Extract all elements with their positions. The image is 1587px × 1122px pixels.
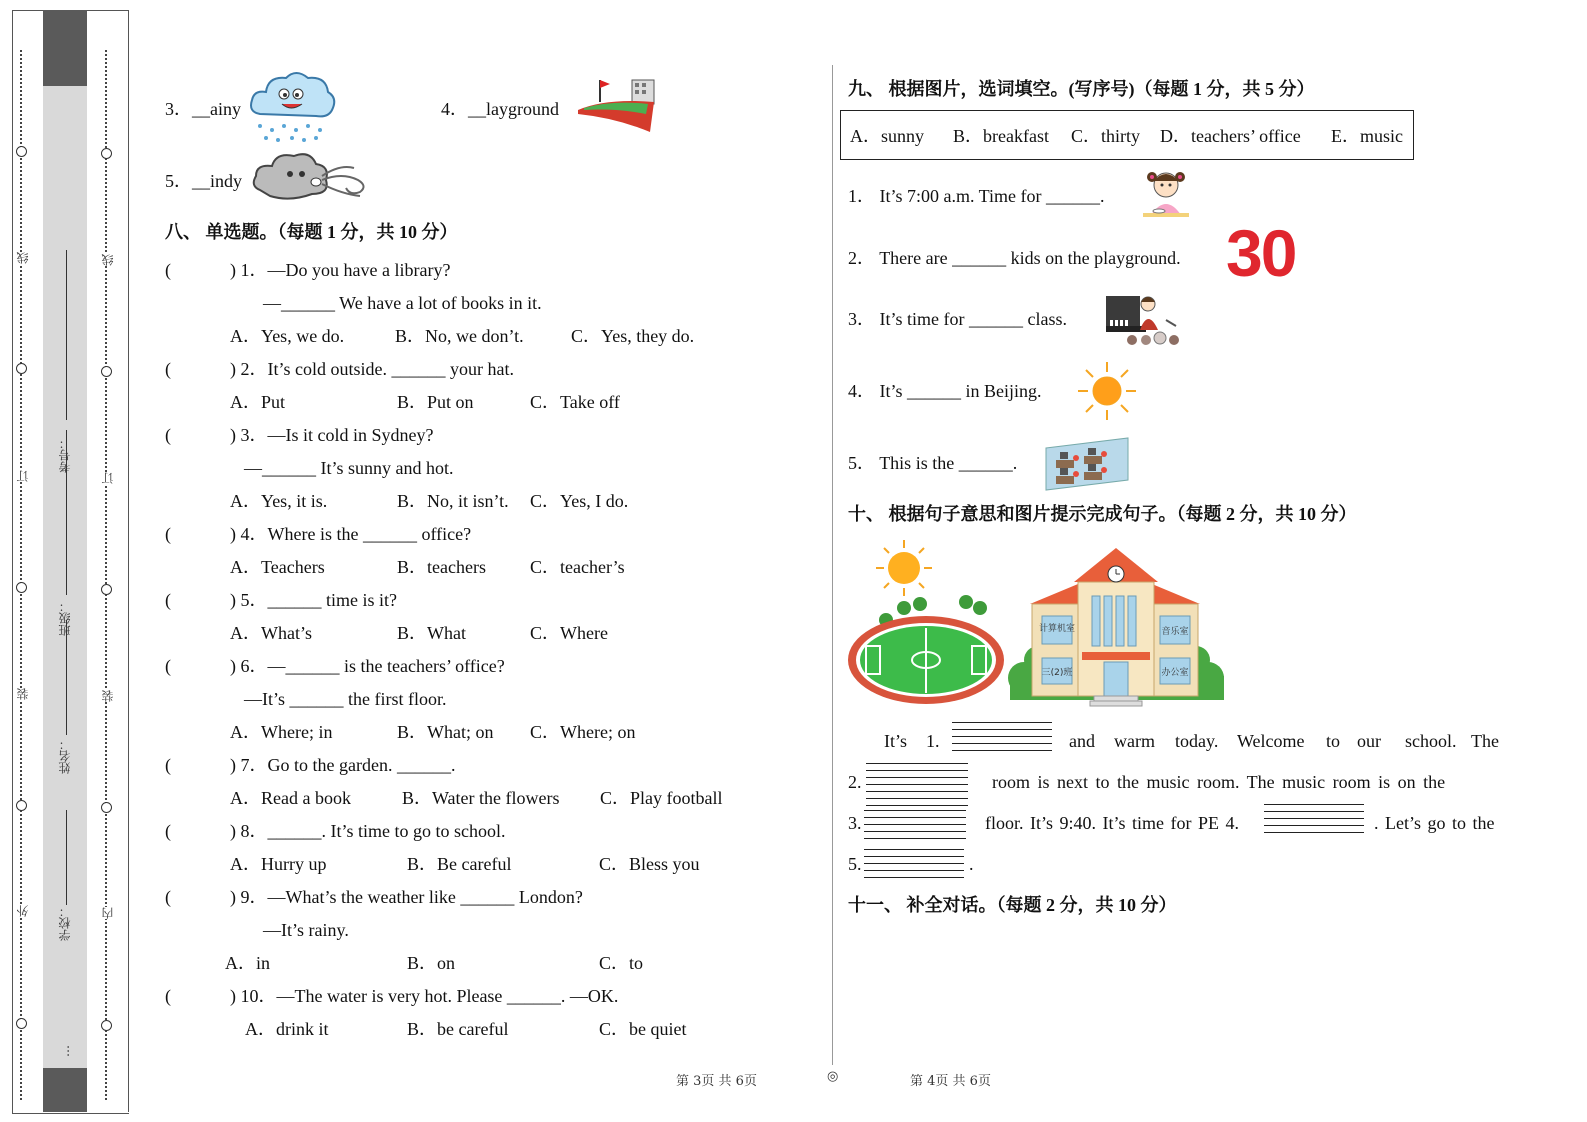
option-a: A．Yes, we do. [230, 326, 345, 346]
answer-blank[interactable]: ______ [958, 453, 1013, 473]
answer-paren: ( [165, 359, 171, 379]
ellipsis: … [58, 1045, 72, 1057]
option-b: B．teachers [397, 557, 486, 577]
answer-paren: ( [165, 524, 171, 544]
option-a: A．Put [230, 392, 286, 412]
item-text: It’s [879, 381, 903, 401]
option-c: C．Take off [530, 392, 620, 412]
option-a: A．Read a book [230, 788, 351, 808]
room-label-computer: 计算机室 [1038, 624, 1076, 634]
item-text: class. [1027, 309, 1067, 329]
option-a: A．What’s [230, 623, 312, 643]
binding-top-band [43, 10, 87, 86]
number-thirty: 30 [1226, 216, 1296, 290]
option-c: C．Yes, I do. [530, 491, 629, 511]
answer-paren: ( [165, 887, 171, 907]
fill-item-3 [848, 308, 1067, 330]
binding-hole [101, 148, 112, 159]
word-bank-e: E．music [1331, 126, 1403, 146]
binding-hole [16, 146, 27, 157]
option-b: B．What [397, 623, 466, 643]
option-b: B．Be careful [407, 854, 512, 874]
school-label: 学校： [58, 905, 72, 941]
page-number-left: 第 3页 共 6页 [676, 1074, 757, 1089]
passage-line-3b: . Let’s go to the [1374, 813, 1495, 833]
question-line-2: —______ It’s sunny and hot. [244, 458, 454, 478]
binding-hole [101, 802, 112, 813]
name-underline [66, 620, 67, 735]
question-stem: ) 4．Where is the ______ office? [230, 524, 472, 544]
option-a: A．Teachers [230, 557, 325, 577]
school-underline [66, 810, 67, 905]
section-11-title: 十一、 补全对话。（每题 2 分，共 10 分） [848, 895, 1177, 915]
question-stem: ) 2．It’s cold outside. ______ your hat. [230, 359, 514, 379]
blank-number: 1. [926, 731, 940, 751]
word-bank-box [840, 110, 1414, 160]
option-c: C．Where [530, 623, 608, 643]
outer-dotted-line [20, 50, 22, 1100]
inner-char: 装 [101, 690, 115, 702]
item-number: 1． [848, 186, 875, 206]
office-icon [1042, 430, 1132, 492]
item-word: __indy [192, 171, 243, 191]
item-text: . [1012, 453, 1018, 473]
playground-icon [576, 74, 658, 134]
item-text: This is the [879, 453, 955, 473]
section-8-title: 八、 单选题。（每题 1 分，共 10 分） [165, 222, 458, 242]
blank-number: 2. [848, 772, 862, 792]
option-c: C．Bless you [599, 854, 700, 874]
answer-paren: ( [165, 986, 171, 1006]
answer-paren: ( [165, 656, 171, 676]
answer-blank-4[interactable] [1264, 804, 1364, 833]
passage-word: warm [1114, 731, 1155, 751]
item-text: It’s 7:00 a.m. Time for [879, 186, 1042, 206]
passage-line-3a: floor. It’s 9:40. It’s time for PE 4. [985, 813, 1239, 833]
binding-hole [101, 584, 112, 595]
question-stem: ) 9．—What’s the weather like ______ London? [230, 887, 583, 907]
question-stem: ) 5．______ time is it? [230, 590, 397, 610]
fill-item-2 [848, 247, 1181, 269]
section-9-title: 九、 根据图片，选词填空。(写序号)（每题 1 分，共 5 分） [848, 79, 1315, 99]
passage-word: to [1326, 731, 1341, 751]
room-label-office: 办公室 [1161, 668, 1189, 678]
room-label-music: 音乐室 [1161, 627, 1189, 637]
passage-word: our [1357, 731, 1381, 751]
binding-column [43, 10, 87, 1112]
binding-hole [16, 1018, 27, 1029]
outer-char: 线 [16, 252, 30, 264]
answer-paren: ( [165, 260, 171, 280]
answer-blank-3[interactable] [864, 810, 966, 839]
answer-blank[interactable]: ______ [952, 248, 1007, 268]
option-b: B．No, we don’t. [395, 326, 524, 346]
item-number: 4． [441, 99, 468, 119]
word-bank-b: B．breakfast [953, 126, 1049, 146]
music-class-icon [1102, 290, 1186, 348]
outer-char: 订 [16, 470, 30, 482]
girl-breakfast-icon [1137, 165, 1195, 223]
answer-paren: ( [165, 590, 171, 610]
question-line-2: —It’s rainy. [263, 920, 349, 940]
passage-word: school. [1405, 731, 1457, 751]
option-c: C．Where; on [530, 722, 636, 742]
room-label-class: 三(2)班 [1041, 668, 1073, 678]
pic-item-4 [441, 98, 559, 120]
passage-end: . [969, 854, 974, 874]
page-divider [832, 65, 833, 1065]
fill-item-4 [848, 380, 1042, 402]
binding-hole [16, 800, 27, 811]
item-word: __layground [468, 99, 559, 119]
question-stem: ) 8．______. It’s time to go to school. [230, 821, 506, 841]
id-label: 考号： [58, 437, 72, 473]
class-label: 班级： [58, 600, 72, 636]
answer-blank[interactable]: ______ [968, 309, 1023, 329]
fill-item-5 [848, 452, 1017, 474]
inner-char: 线 [101, 254, 115, 266]
option-b: B．be careful [407, 1019, 509, 1039]
word-bank-a: A．sunny [850, 126, 925, 146]
passage-word: The [1471, 731, 1499, 751]
blank-number: 3. [848, 813, 862, 833]
option-c: C．be quiet [599, 1019, 687, 1039]
right-border [128, 10, 129, 1112]
inner-char: 订 [101, 472, 115, 484]
option-a: A．Yes, it is. [230, 491, 328, 511]
passage-line-2: room is next to the music room. The music room is on the [992, 772, 1446, 792]
option-b: B．No, it isn’t. [397, 491, 509, 511]
option-c: C．Yes, they do. [571, 326, 695, 346]
answer-blank-5[interactable] [864, 849, 964, 878]
id-underline [66, 250, 67, 420]
item-text: kids on the playground. [1010, 248, 1181, 268]
item-number: 2． [848, 248, 875, 268]
section-10-title: 十、 根据句子意思和图片提示完成句子。（每题 2 分，共 10 分） [848, 504, 1357, 524]
item-text: It’s time for [879, 309, 965, 329]
question-stem: ) 10．—The water is very hot. Please ______. —OK. [230, 986, 619, 1006]
binding-hole [101, 366, 112, 377]
inner-char: 内 [101, 907, 115, 919]
binding-hole [16, 363, 27, 374]
outer-char: 装 [16, 688, 30, 700]
item-number: 5． [165, 171, 192, 191]
option-a: A．in [225, 953, 270, 973]
answer-blank[interactable]: ______ [907, 381, 962, 401]
item-number: 3． [165, 99, 192, 119]
option-b: B．What; on [397, 722, 494, 742]
answer-blank-1[interactable] [952, 722, 1052, 751]
answer-blank-2[interactable] [866, 763, 968, 806]
answer-blank[interactable]: ______ [1046, 186, 1101, 206]
option-a: A．Where; in [230, 722, 333, 742]
binding-hole [16, 582, 27, 593]
item-text: in Beijing. [965, 381, 1042, 401]
option-c: C．teacher’s [530, 557, 625, 577]
blank-number: 5. [848, 854, 862, 874]
passage-word: today. [1175, 731, 1219, 751]
question-stem: ) 7．Go to the garden. ______. [230, 755, 456, 775]
item-text: There are [879, 248, 948, 268]
item-text: . [1100, 186, 1105, 206]
outer-char: 外 [16, 905, 30, 917]
fill-item-1 [848, 185, 1105, 207]
question-stem: ) 3．—Is it cold in Sydney? [230, 425, 434, 445]
option-a: A．Hurry up [230, 854, 327, 874]
answer-paren: ( [165, 425, 171, 445]
item-number: 5． [848, 453, 875, 473]
option-b: B．on [407, 953, 456, 973]
sun-icon [1076, 360, 1138, 422]
passage-word: and [1069, 731, 1095, 751]
answer-paren: ( [165, 755, 171, 775]
name-label: 姓名： [58, 738, 72, 774]
answer-paren: ( [165, 821, 171, 841]
option-a: A．drink it [245, 1019, 329, 1039]
passage-word: Welcome [1237, 731, 1305, 751]
question-line-2: —It’s ______ the first floor. [244, 689, 447, 709]
question-line-2: —______ We have a lot of books in it. [263, 293, 542, 313]
question-stem: ) 6．—______ is the teachers’ office? [230, 656, 505, 676]
rain-cloud-icon [246, 68, 338, 146]
pic-item-5 [165, 170, 242, 192]
item-number: 4． [848, 381, 875, 401]
item-number: 3． [848, 309, 875, 329]
passage-word: It’s [884, 731, 908, 751]
pic-item-3 [165, 98, 241, 120]
binding-bottom-band [43, 1068, 87, 1112]
footer-mark: ◎ [827, 1069, 839, 1084]
school-scene-illustration [846, 538, 1226, 714]
option-c: C．Play football [600, 788, 723, 808]
word-bank-d: D．teachers’ office [1160, 126, 1301, 146]
inner-dotted-line [105, 50, 107, 1100]
option-b: B．Water the flowers [402, 788, 560, 808]
option-b: B．Put on [397, 392, 474, 412]
page-number-right: 第 4页 共 6页 [910, 1074, 991, 1089]
word-bank-c: C．thirty [1071, 126, 1141, 146]
item-word: __ainy [192, 99, 241, 119]
option-c: C．to [599, 953, 644, 973]
question-stem: ) 1．—Do you have a library? [230, 260, 451, 280]
wind-cloud-icon [250, 150, 374, 208]
binding-hole [101, 1020, 112, 1031]
